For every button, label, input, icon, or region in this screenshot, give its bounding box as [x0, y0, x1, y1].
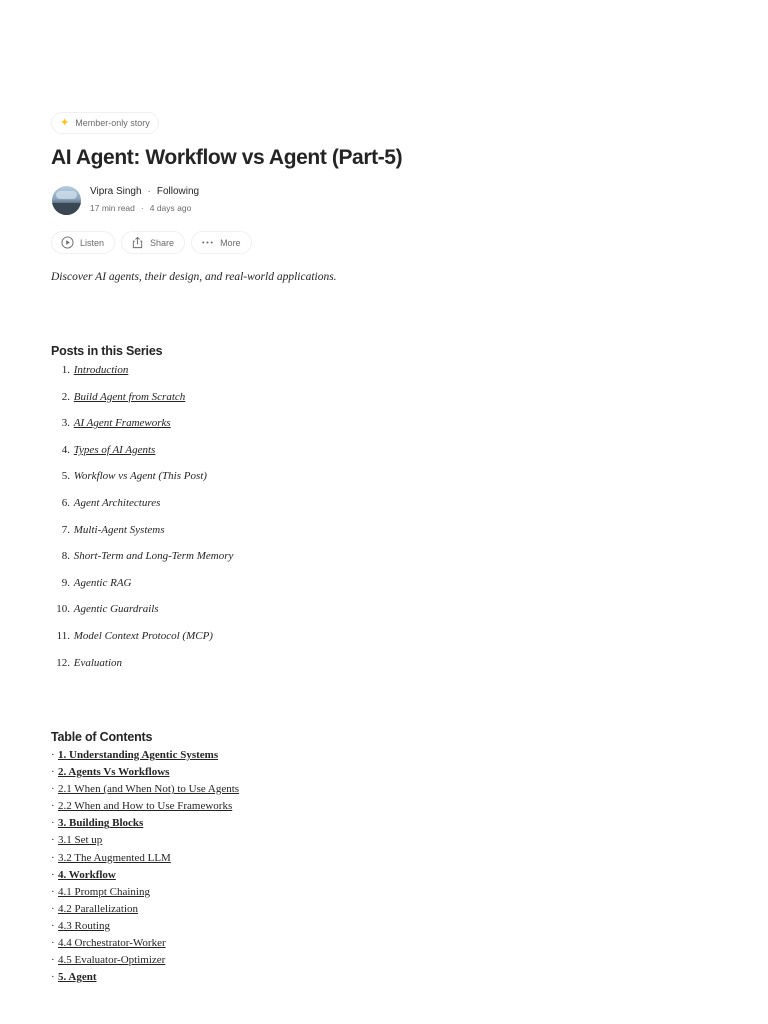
series-item-number: 7. [61, 523, 70, 536]
listen-button[interactable] [51, 231, 115, 254]
more-dots-icon [201, 236, 214, 249]
toc-bullet: · [51, 851, 55, 864]
series-item-label: Short-Term and Long-Term Memory [73, 550, 234, 563]
separator-dot: · [140, 203, 144, 213]
more-label: More [220, 237, 241, 248]
toc-bullet: · [51, 783, 55, 796]
toc-link[interactable]: 2.1 When (and When Not) to Use Agents [58, 783, 240, 796]
toc-heading: Table of Contents [51, 730, 153, 744]
toc-list [51, 749, 239, 988]
series-item [51, 470, 233, 497]
series-item [51, 577, 233, 604]
toc-link[interactable]: 4.2 Parallelization [58, 902, 139, 915]
series-item-number: 8. [61, 550, 70, 563]
read-time: 17 min read [90, 203, 135, 213]
toc-link[interactable]: 1. Understanding Agentic Systems [58, 749, 219, 761]
toc-item [51, 783, 239, 800]
toc-link[interactable]: 4.5 Evaluator-Optimizer [58, 954, 166, 967]
series-item-link[interactable]: AI Agent Frameworks [73, 417, 171, 430]
toc-link[interactable]: 3.2 The Augmented LLM [58, 851, 171, 864]
series-item [51, 657, 233, 684]
toc-item [51, 852, 239, 869]
author-name[interactable]: Vipra Singh [90, 186, 142, 197]
article-title: AI Agent: Workflow vs Agent (Part-5) [51, 146, 403, 169]
series-item-number: 2. [61, 390, 70, 403]
series-item-link[interactable]: Types of AI Agents [73, 443, 156, 456]
series-item-number: 11. [56, 629, 70, 642]
series-item[interactable] [51, 391, 233, 418]
member-only-label: Member-only story [75, 118, 150, 128]
toc-link[interactable]: 4.4 Orchestrator-Worker [58, 937, 166, 950]
toc-link[interactable]: 4.1 Prompt Chaining [58, 885, 150, 898]
star-icon: ✦ [60, 116, 70, 129]
series-item-number: 6. [61, 496, 70, 509]
series-item[interactable] [51, 417, 233, 444]
series-item-number: 4. [61, 443, 70, 456]
toc-bullet: · [51, 902, 55, 915]
member-only-badge [51, 112, 159, 134]
series-list [51, 364, 233, 683]
share-button[interactable] [121, 231, 185, 254]
toc-bullet: · [51, 937, 55, 950]
toc-link[interactable]: 3. Building Blocks [58, 817, 144, 830]
series-heading: Posts in this Series [51, 344, 163, 358]
toc-bullet: · [51, 749, 55, 761]
toc-bullet: · [51, 885, 55, 898]
toc-item [51, 937, 239, 954]
author-avatar[interactable] [52, 186, 81, 215]
series-item-label: Multi-Agent Systems [73, 523, 165, 536]
toc-bullet: · [51, 971, 55, 984]
toc-bullet: · [51, 817, 55, 830]
series-item-number: 12. [56, 656, 70, 669]
toc-bullet: · [51, 834, 55, 847]
series-item [51, 497, 233, 524]
toc-item [51, 869, 239, 886]
toc-bullet: · [51, 800, 55, 813]
more-button[interactable] [191, 231, 252, 254]
series-item-number: 10. [56, 603, 70, 616]
toc-bullet: · [51, 868, 55, 881]
share-label: Share [150, 237, 175, 248]
series-item-number: 5. [61, 470, 70, 483]
toc-item [51, 817, 239, 834]
toc-link[interactable]: 4.3 Routing [58, 919, 110, 932]
series-item [51, 630, 233, 657]
toc-item [51, 766, 239, 783]
series-item-label: Workflow vs Agent (This Post) [73, 470, 207, 483]
article-subtitle: Discover AI agents, their design, and real-world applications. [51, 271, 337, 283]
article-meta [90, 203, 191, 213]
follow-status-button[interactable]: Following [156, 186, 200, 197]
toc-link[interactable]: 2. Agents Vs Workflows [58, 766, 170, 779]
toc-item [51, 920, 239, 937]
toc-link[interactable]: 5. Agent [58, 971, 97, 984]
listen-label: Listen [80, 237, 105, 248]
toc-item [51, 971, 239, 988]
author-row [90, 186, 199, 197]
toc-item [51, 749, 239, 766]
series-item [51, 603, 233, 630]
series-item-link[interactable]: Introduction [73, 364, 129, 376]
play-circle-icon [61, 236, 74, 249]
series-item[interactable] [51, 364, 233, 391]
series-item-label: Agent Architectures [73, 496, 161, 509]
series-item[interactable] [51, 444, 233, 471]
series-item-number: 3. [61, 417, 70, 430]
toc-bullet: · [51, 954, 55, 967]
toc-link[interactable]: 4. Workflow [58, 868, 116, 881]
series-item-number: 9. [61, 576, 70, 589]
series-item-label: Evaluation [73, 656, 123, 669]
article-actions [51, 231, 252, 254]
series-item-number: 1. [61, 364, 70, 376]
toc-link[interactable]: 2.2 When and How to Use Frameworks [58, 800, 233, 813]
toc-link[interactable]: 3.1 Set up [58, 834, 103, 847]
toc-item [51, 834, 239, 851]
toc-item [51, 903, 239, 920]
series-item-link[interactable]: Build Agent from Scratch [73, 390, 186, 403]
toc-item [51, 800, 239, 817]
toc-item [51, 954, 239, 971]
series-item [51, 524, 233, 551]
published-date: 4 days ago [149, 203, 192, 213]
series-item-label: Agentic Guardrails [73, 603, 159, 616]
toc-bullet: · [51, 919, 55, 932]
series-item-label: Model Context Protocol (MCP) [73, 629, 213, 642]
toc-item [51, 886, 239, 903]
series-item-label: Agentic RAG [73, 576, 132, 589]
share-icon [131, 236, 144, 249]
separator-dot: · [147, 186, 151, 197]
toc-bullet: · [51, 766, 55, 779]
series-item [51, 550, 233, 577]
